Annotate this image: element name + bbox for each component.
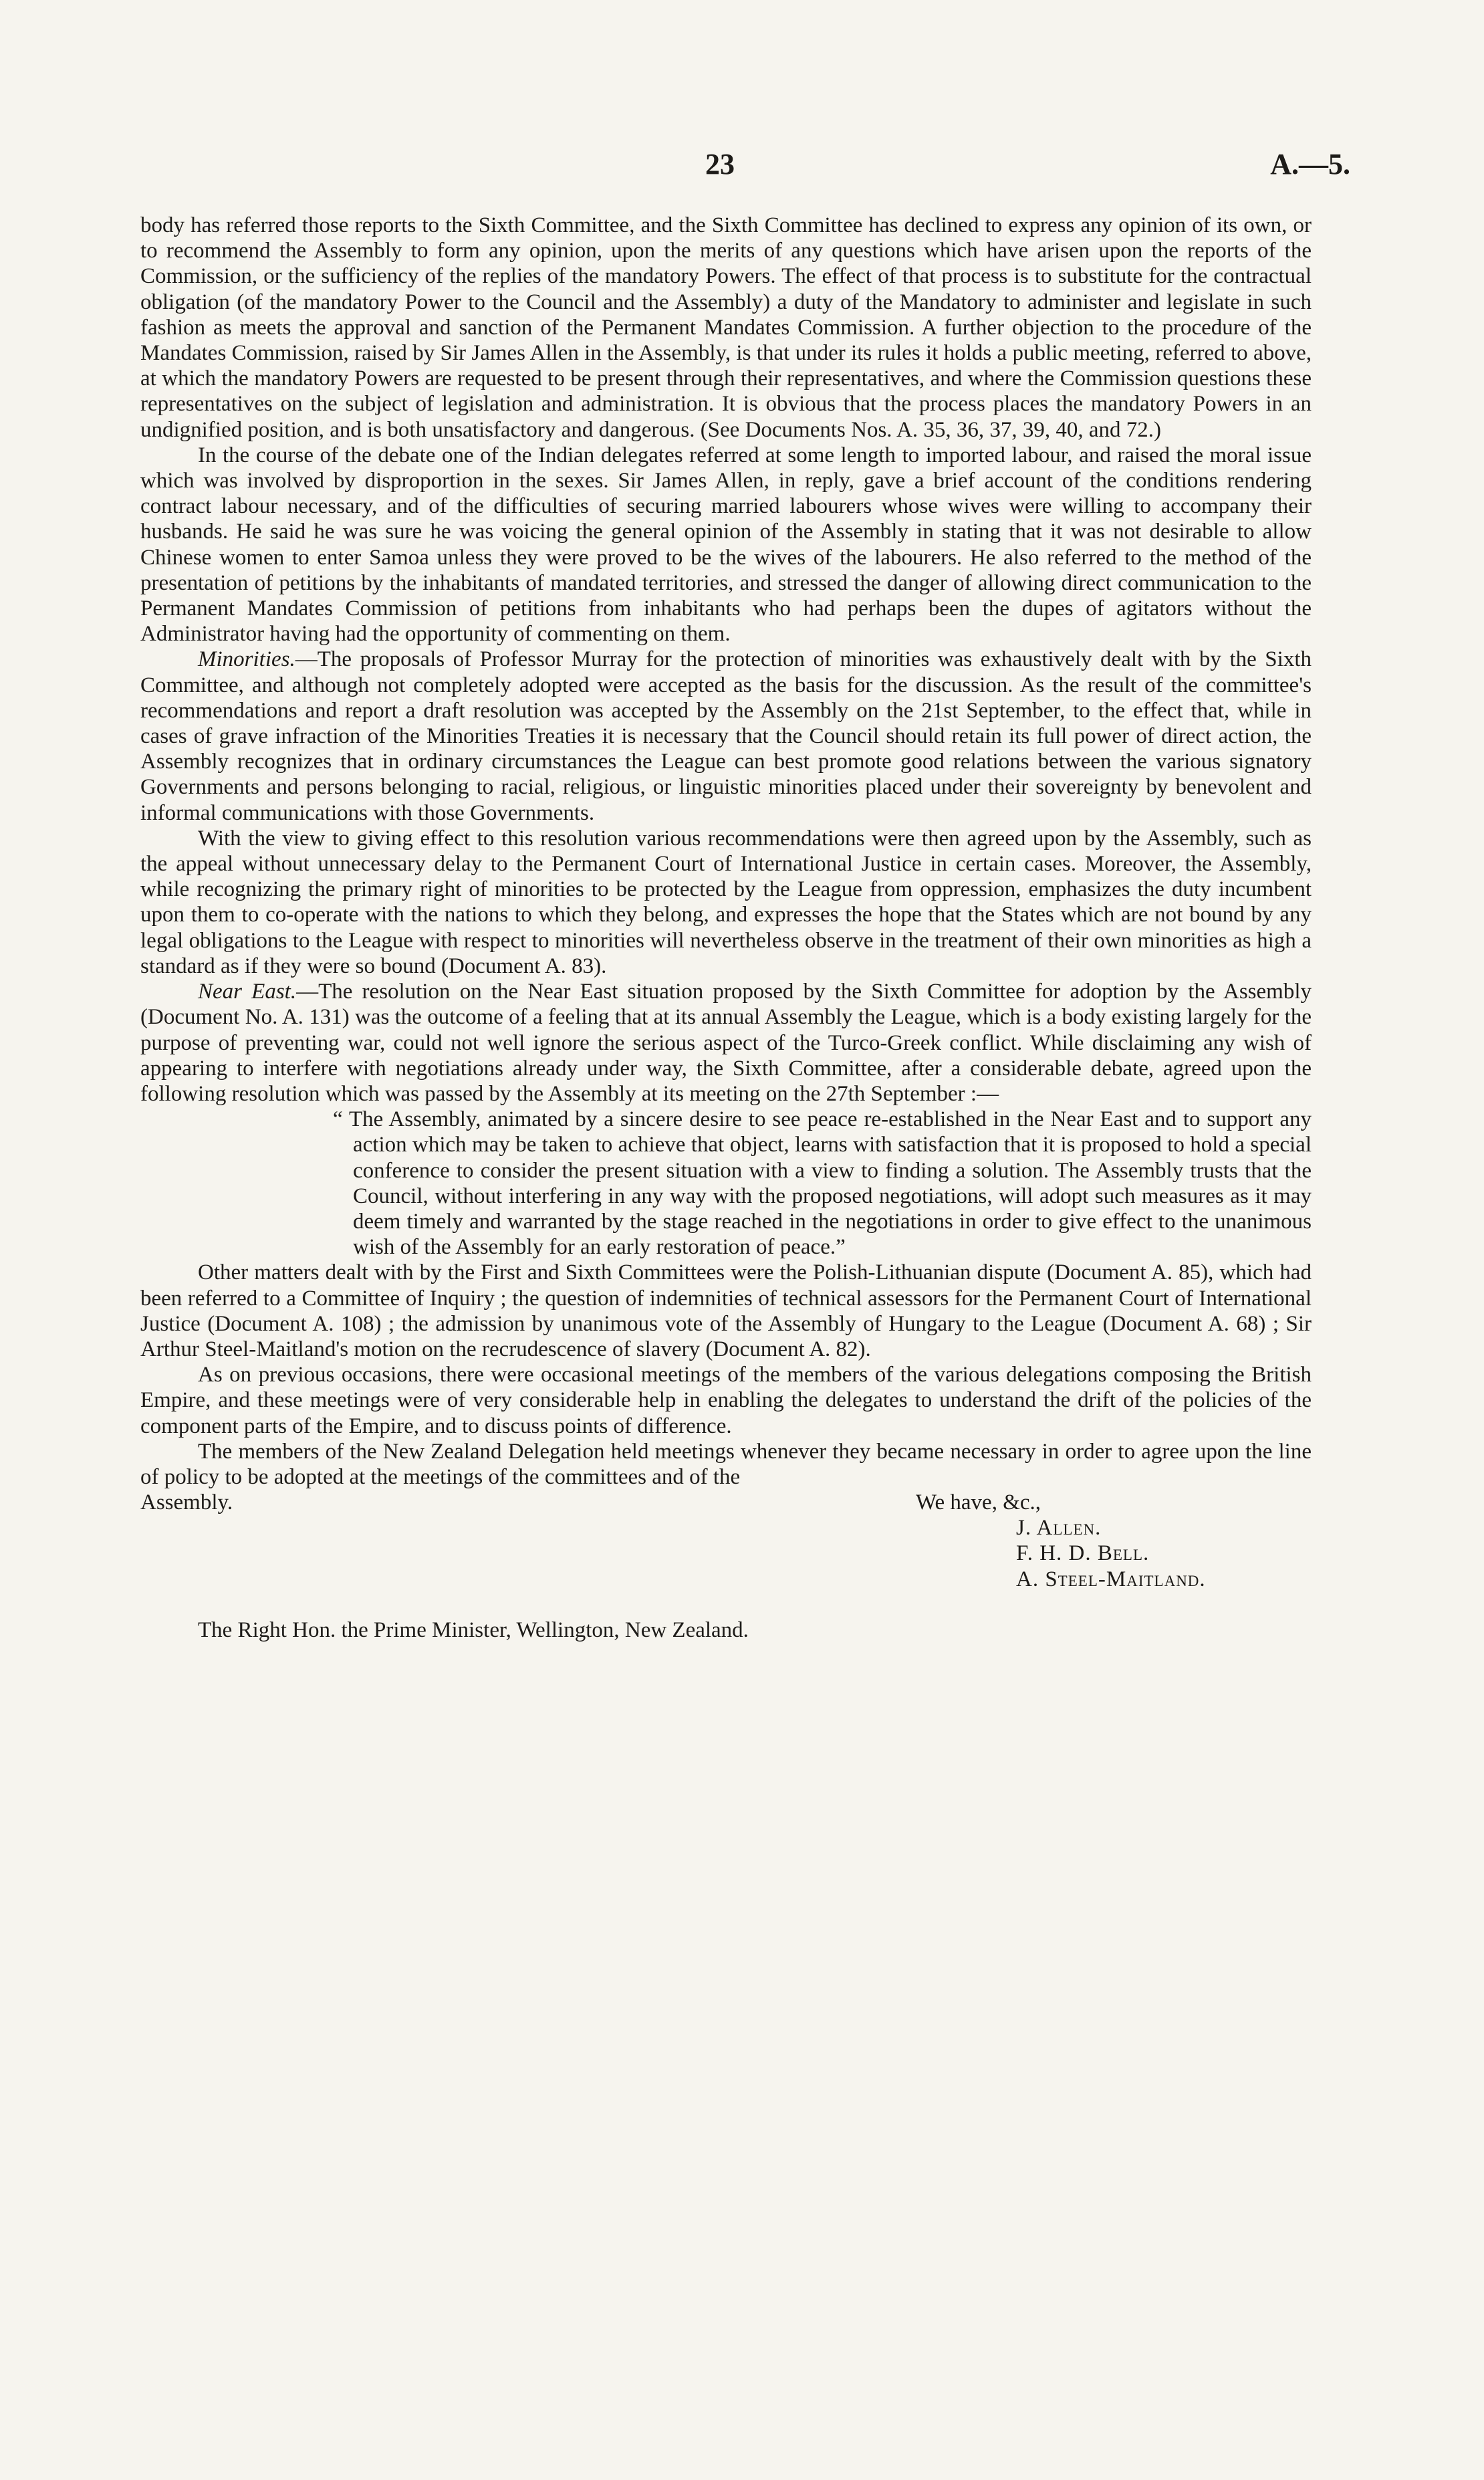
page-header: [0, 147, 1484, 194]
near-east-heading: Near East.: [198, 980, 297, 1004]
paragraph-other-matters: Other matters dealt with by the First and Sixth Committees were the Polish-Lithuanian dispute (Document A. 85), which had been referred to a Committee of Inquiry ; the question of indemnities of technical assessors for the Permanent Court of International Justice (Document A. 108) ; the admission by unanimous vote of the Assembly of Hungary to the League (Document A. 68) ; Sir Arthur Steel-Maitland's motion on the recrudescence of slavery (Document A. 82).: [140, 1260, 1312, 1361]
body-text: [140, 213, 1312, 1643]
closing-row: [140, 1490, 1312, 1515]
paragraph-indian-delegates: In the course of the debate one of the Indian delegates referred at some length to imported labour, and raised the moral issue which was involved by disproportion in the sexes. Sir James Allen, in reply, gave a brief account of the conditions rendering contract labour necessary, and of the difficulties of securing married labourers whose wives were willing to accompany their husbands. He said he was sure he was voicing the general opinion of the Assembly in stating that it was not desirable to allow Chinese women to enter Samoa unless they were proved to be the wives of the labourers. He also referred to the method of the presentation of petitions by the inhabitants of mandated territories, and stressed the danger of allowing direct communication to the Permanent Mandates Commission of petitions from inhabitants who had perhaps been the dupes of agitators without the Administrator having had the opportunity of commenting on them.: [140, 443, 1312, 647]
page-number: 23: [705, 148, 735, 181]
signatory-steel-maitland: A. Steel-Maitland.: [1016, 1567, 1206, 1591]
minorities-text: —The proposals of Professor Murray for the protection of minorities was exhaustively dealt with by the Sixth Committee, and although not completely adopted were accepted as the basis for the discussion. As the result of the committee's recommendations and report a draft resolution was accepted by the Assembly on the 21st September, to the effect that, while in cases of grave infraction of the Minorities Treaties it is necessary that the Council should retain its full power of direct action, the Assembly recognizes that in ordinary circumstances the League can best promote good relations between the various signatory Governments and persons belonging to racial, religious, or linguistic minorities placed under their sovereignty by benevolent and informal communications with those Governments.: [140, 647, 1312, 825]
salutation: We have, &c.,: [916, 1490, 1041, 1515]
paragraph-nz-delegation: The members of the New Zealand Delegation held meetings whenever they became necessary in order to agree upon the line of policy to be adopted at the meetings of the committees and of the: [140, 1439, 1312, 1489]
paragraph-resolution-effect: With the view to giving effect to this resolution various recommendations were then agreed upon by the Assembly, such as the appeal without unnecessary delay to the Permanent Court of International Justice in certain cases. Moreover, the Assembly, while recognizing the primary right of minorities to be protected by the League from oppression, emphasizes the duty incumbent upon them to co-operate with the nations to which they belong, and expresses the hope that the States which are not bound by any legal obligations to the League with respect to minorities will nevertheless observe in the treatment of their own minorities as high a standard as if they were so bound (Document A. 83).: [140, 826, 1312, 978]
closing-last-word: Assembly.: [140, 1490, 233, 1515]
signature-block: [1016, 1515, 1312, 1592]
signatory-allen: J. Allen.: [1016, 1516, 1102, 1541]
near-east-resolution-quote: “ The Assembly, animated by a sincere desire to see peace re-established in the Near East and to support any action which may be taken to achieve that object, learns with satisfaction that it is proposed to hold a special conference to consider the present situation with a view to finding a solution. The Assembly trusts that the Council, without interfering in any way with the proposed negotiations, will adopt such measures as it may deem timely and warranted by the stage reached in the negotiations in order to give effect to the unanimous wish of the Assembly for an early restoration of peace.”: [333, 1107, 1312, 1260]
document-reference: A.—5.: [1270, 148, 1350, 181]
paragraph-near-east: [140, 979, 1312, 1107]
paragraph-minorities: [140, 647, 1312, 825]
near-east-text: —The resolution on the Near East situation proposed by the Sixth Committee for adoption by the Assembly (Document No. A. 131) was the outcome of a feeling that at its annual Assembly the League, which is a body existing largely for the purpose of preventing war, could not well ignore the serious aspect of the Turco-Greek conflict. While disclaiming any wish of appearing to interfere with negotiations already under way, the Sixth Committee, after a considerable debate, agreed upon the following resolution which was passed by the Assembly at its meeting on the 27th September :—: [140, 980, 1312, 1106]
minorities-heading: Minorities.: [198, 647, 295, 672]
paragraph-mandates-process: body has referred those reports to the Sixth Committee, and the Sixth Committee has declined to express any opinion of its own, or to recommend the Assembly to form any opinion, upon the merits of any questions which have arisen upon the reports of the Commission, or the sufficiency of the replies of the mandatory Powers. The effect of that process is to substitute for the contractual obligation (of the mandatory Power to the Council and the Assembly) a duty of the Mandatory to administer and legislate in such fashion as meets the approval and sanction of the Permanent Mandates Commission. A further objection to the procedure of the Mandates Commission, raised by Sir James Allen in the Assembly, is that under its rules it holds a public meeting, referred to above, at which the mandatory Powers are requested to be present through their representatives, and where the Commission questions these representatives on the subject of legislation and administration. It is obvious that the process places the mandatory Powers in an undignified position, and is both unsatisfactory and dangerous. (See Documents Nos. A. 35, 36, 37, 39, 40, and 72.): [140, 213, 1312, 442]
signatory-bell: F. H. D. Bell.: [1016, 1541, 1150, 1566]
addressee-line: The Right Hon. the Prime Minister, Wellington, New Zealand.: [198, 1617, 749, 1642]
paragraph-delegation-meetings: As on previous occasions, there were occasional meetings of the members of the various delegations composing the British Empire, and these meetings were of very considerable help in enabling the delegates to understand the drift of the policies of the component parts of the Empire, and to discuss points of difference.: [140, 1363, 1312, 1438]
